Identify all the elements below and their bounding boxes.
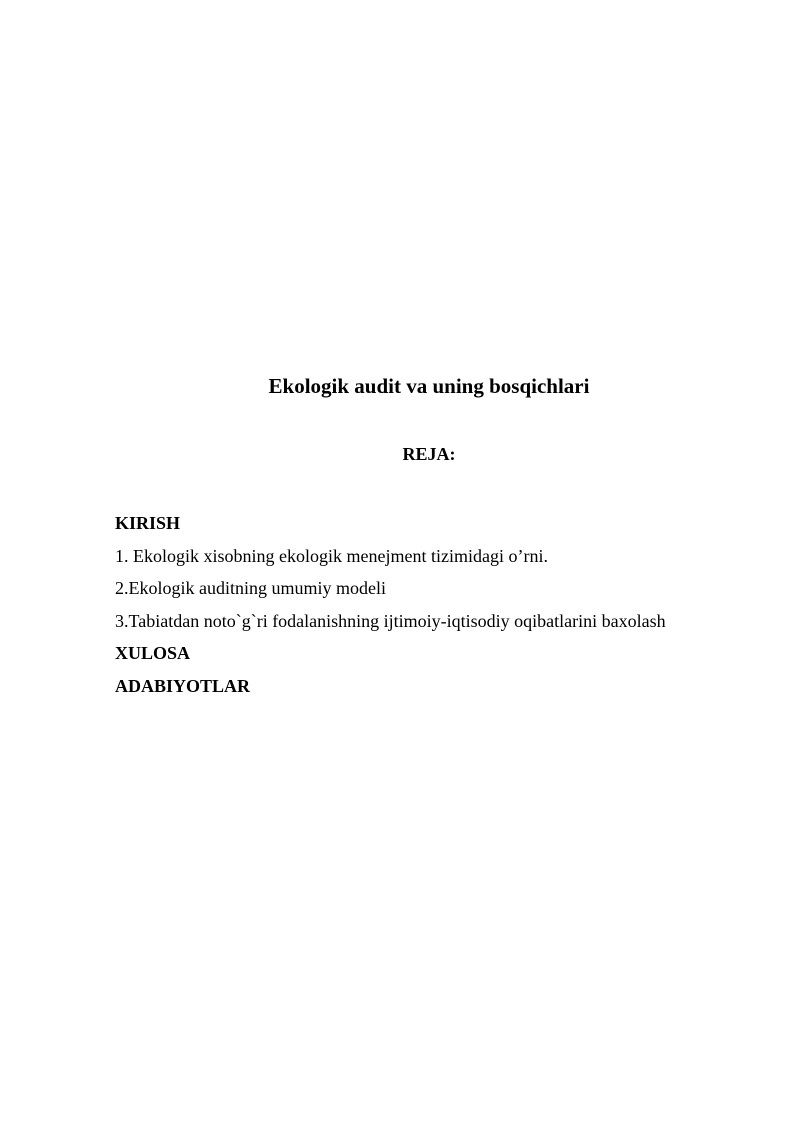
plan-item-3: 3.Tabiatdan noto`g`ri fodalanishning ijtimoiy-iqtisodiy oqibatlarini baxolash [115,610,666,631]
plan-item-conclusion: XULOSA [115,643,191,663]
plan-heading: REJA: [402,444,456,464]
plan-item-2: 2.Ekologik auditning umumiy modeli [115,578,386,598]
plan-item-1: 1. Ekologik xisobning ekologik menejment tizimidagi o’rni. [115,545,548,566]
plan-item-introduction: KIRISH [115,513,181,533]
plan-item-references: ADABIYOTLAR [115,675,251,696]
plan-list [115,507,775,702]
document-title: Ekologik audit va uning bosqichlari [268,374,590,398]
